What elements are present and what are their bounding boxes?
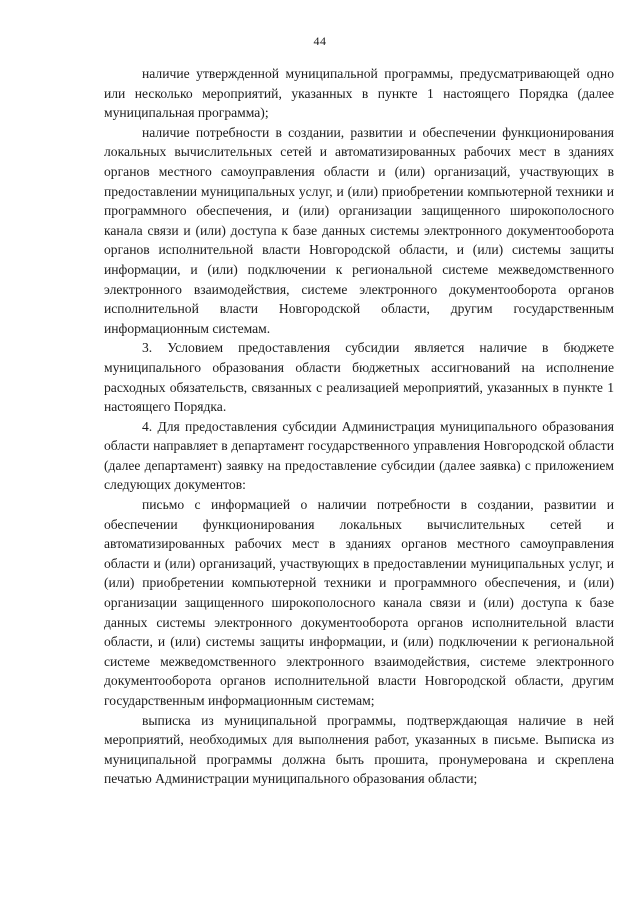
paragraph-condition-3: 3. Условием предоставления субсидии является наличие в бюджете муниципального образования области бюджетных ассигнований на исполнение расходных обязательств, связанных с реализацией мероприятий, указанных в пункте 1 настоящего Порядка.: [104, 340, 614, 415]
document-body: [104, 64, 614, 789]
paragraph-extract: выписка из муниципальной программы, подтверждающая наличие в ней мероприятий, необходимых для выполнения работ, указанных в письме. Выписка из муниципальной программы должна быть прошита, пронумерована и скреплена печатью Администрации муниципального образования области;: [104, 712, 614, 787]
paragraph-network-need: наличие потребности в создании, развитии и обеспечении функционирования локальных вычислительных сетей и автоматизированных рабочих мест в зданиях органов местного самоуправления области и (или) организаций, участвующих в предоставлении муниципальных услуг, и (или) приобретении компьютерной техники и программного обеспечения, и (или) организации защищенного широкополосного канала связи и (или) доступа к базе данных системы электронного документооборота органов исполнительной власти Новгородской области, и (или) системы защиты информации, и (или) подключении к региональной системе межведомственного электронного взаимодействия, системе электронного документооборота органов исполнительной власти Новгородской области, другим государственным информационным системам.: [104, 124, 614, 336]
paragraph-municipal-program: наличие утвержденной муниципальной программы, предусматривающей одно или несколько мероприятий, указанных в пункте 1 настоящего Порядка (далее муниципальная программа);: [104, 66, 614, 121]
paragraph-letter: письмо с информацией о наличии потребности в создании, развитии и обеспечении функционирования локальных вычислительных сетей и автоматизированных рабочих мест в зданиях органов местного самоуправления области и (или) организаций, участвующих в предоставлении муниципальных услуг, и (или) приобретении компьютерной техники и программного обеспечения, и (или) организации защищенного широкополосного канала связи и (или) доступа к базе данных системы электронного документооборота органов исполнительной власти области, и (или) системы защиты информации, и (или) подключении к региональной системе межведомственного электронного взаимодействия, системе электронного документооборота органов исполнительной власти Новгородской области, другим государственным информационным системам;: [104, 497, 614, 708]
paragraph-application-4: 4. Для предоставления субсидии Администрация муниципального образования области направляет в департамент государственного управления Новгородской области (далее департамент) заявку на предоставление субсидии (далее заявка) с приложением следующих документов:: [104, 418, 614, 493]
page-number: 44: [313, 34, 327, 48]
